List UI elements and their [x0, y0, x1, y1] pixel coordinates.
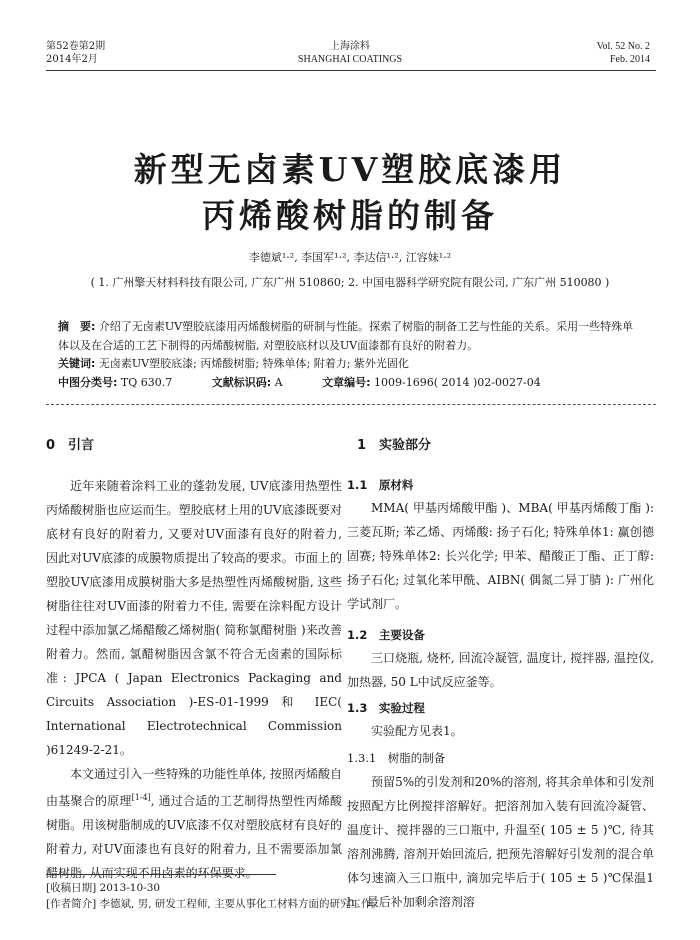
- journal-name: [0, 40, 700, 66]
- subsection-1-1: 1.1 原材料: [347, 478, 414, 492]
- volume-issue-en: Vol. 52 No. 2: [596, 41, 650, 52]
- equipment-text: 三口烧瓶, 烧杯, 回流冷凝管, 温度计, 搅拌器, 温控仪, 加热器, 50 L中试反应釜等。: [347, 651, 654, 689]
- journal-name-en: SHANGHAI COATINGS: [297, 54, 403, 65]
- author-bio: [作者简介] 李德斌, 男, 研发工程师, 主要从事化工材料方面的研究工作。: [46, 898, 383, 910]
- author-list: 李德斌¹·², 李国军¹·², 李达信¹·², 江容妹¹·²: [248, 251, 452, 264]
- resin-prep-text: 预留5%的引发剂和20%的溶剂, 将其余单体和引发剂按照配方比例搅拌溶解好。把溶剂加入装有回流冷凝管、温度计、搅拌器的三口瓶中, 升温至( 105 ± 5 )℃, 待其溶剂沸腾, 溶剂开始回流后, 把预先溶解好引发剂的混合单体匀速滴入三口瓶中, 滴加完毕后于( 105 ± 5 )℃保温1 h。最后补加剩余溶剂溶: [347, 775, 654, 909]
- materials-text: MMA( 甲基丙烯酸甲酯 )、MBA( 甲基丙烯酸丁酯 ): 三菱瓦斯; 苯乙烯、丙烯酸: 扬子石化; 特殊单体1: 赢创德固赛; 特殊单体2: 长兴化学; 甲苯、醋酸正丁酯、正丁醇: 扬子石化; 过氧化苯甲酰、AIBN( 偶氮二异丁腈 ): 广州化学试剂厂。: [347, 501, 654, 611]
- intro-p2-part-a: 本文通过引入一些特殊的功能性单体, 按照丙烯酸自由基聚合的原理: [46, 767, 342, 808]
- issue-date-en: Feb. 2014: [610, 54, 650, 65]
- intro-paragraph-2: [46, 762, 342, 885]
- keywords-label: 关键词:: [58, 357, 96, 370]
- abstract: [58, 317, 643, 355]
- title-line-1: 新型无卤素UV塑胶底漆用: [133, 150, 567, 189]
- title-line-2: 丙烯酸树脂的制备: [202, 196, 498, 235]
- keywords: [58, 354, 643, 373]
- citation-ref: [1-4]: [131, 793, 151, 802]
- journal-issue-en: [597, 40, 650, 66]
- left-column: [46, 474, 342, 885]
- keywords-text: 无卤素UV塑胶底漆; 丙烯酸树脂; 特殊单体; 附着力; 紫外光固化: [98, 357, 409, 370]
- process-text: 实验配方见表1。: [371, 724, 463, 738]
- abstract-divider: [46, 404, 656, 405]
- footnote-rule: [46, 874, 276, 875]
- article-id-label: 文章编号:: [322, 376, 371, 389]
- subsection-1-3: 1.3 实验过程: [347, 701, 425, 715]
- affiliation: ( 1. 广州擎天材料科技有限公司, 广东广州 510860; 2. 中国电器科学研究院有限公司, 广东广州 510080 ): [90, 276, 610, 289]
- doc-code-label: 文献标识码:: [211, 376, 272, 389]
- classification-line: [58, 373, 643, 392]
- section-heading-experimental: 1 实验部分: [357, 438, 432, 453]
- issue-date: 2014年2月: [46, 54, 98, 65]
- journal-name-cn: 上海涂料: [330, 41, 370, 52]
- abstract-text: 介绍了无卤素UV塑胶底漆用丙烯酸树脂的研制与性能。探索了树脂的制备工艺与性能的关系。采用一些特殊单体以及在合适的工艺下制得的丙烯酸树脂, 对塑胶底材以及UV面漆都有良好的附着力。: [58, 320, 634, 352]
- process-text-block: [347, 719, 654, 743]
- subsection-1-3-1: 1.3.1 树脂的制备: [347, 751, 446, 765]
- section-heading-intro: 0 引言: [46, 438, 95, 453]
- materials-text-block: [347, 496, 654, 616]
- intro-p2-part-b: , 通过合适的工艺制得热塑性丙烯酸树脂。用该树脂制成的UV底漆不仅对塑胶底材有良好的附着力, 对UV面漆也有良好的附着力, 且不需要添加氯醋树脂, 从而实现不用卤素的环保要求。: [46, 794, 342, 880]
- received-date: [收稿日期] 2013-10-30: [46, 882, 161, 894]
- intro-paragraph-1: 近年来随着涂料工业的蓬勃发展, UV底漆用热塑性丙烯酸树脂也应运而生。塑胶底材上用的UV底漆既要对底材有良好的附着力, 又要对UV面漆有良好的附着力, 因此对UV底漆的成膜物质提出了较高的要求。市面上的塑胶UV底漆用成膜树脂大多是热塑性丙烯酸树脂, 这些树脂往往对UV面漆的附着力不佳, 需要在涂料配方设计过程中添加氯乙烯醋酸乙烯树脂( 简称氯醋树脂 )来改善附着力。然而, 氯醋树脂因含氯不符合无卤素的国际标准: JPCA ( Japan Electronics Packaging and Circuits Association )-ES-01-1999 和 IEC( International Electrotechnical Commission )61249-2-21。: [46, 479, 342, 757]
- article-id-value: 1009-1696( 2014 )02-0027-04: [374, 376, 541, 389]
- doc-code-value: A: [274, 376, 283, 389]
- abstract-label: 摘 要:: [58, 320, 96, 333]
- resin-prep-text-block: [347, 770, 654, 914]
- volume-issue: 第52卷第2期: [46, 41, 106, 52]
- subsection-1-2: 1.2 主要设备: [347, 628, 425, 642]
- header-rule: [46, 70, 656, 71]
- clc-label: 中图分类号:: [58, 376, 118, 389]
- clc-value: TQ 630.7: [120, 376, 173, 389]
- equipment-text-block: [347, 646, 654, 694]
